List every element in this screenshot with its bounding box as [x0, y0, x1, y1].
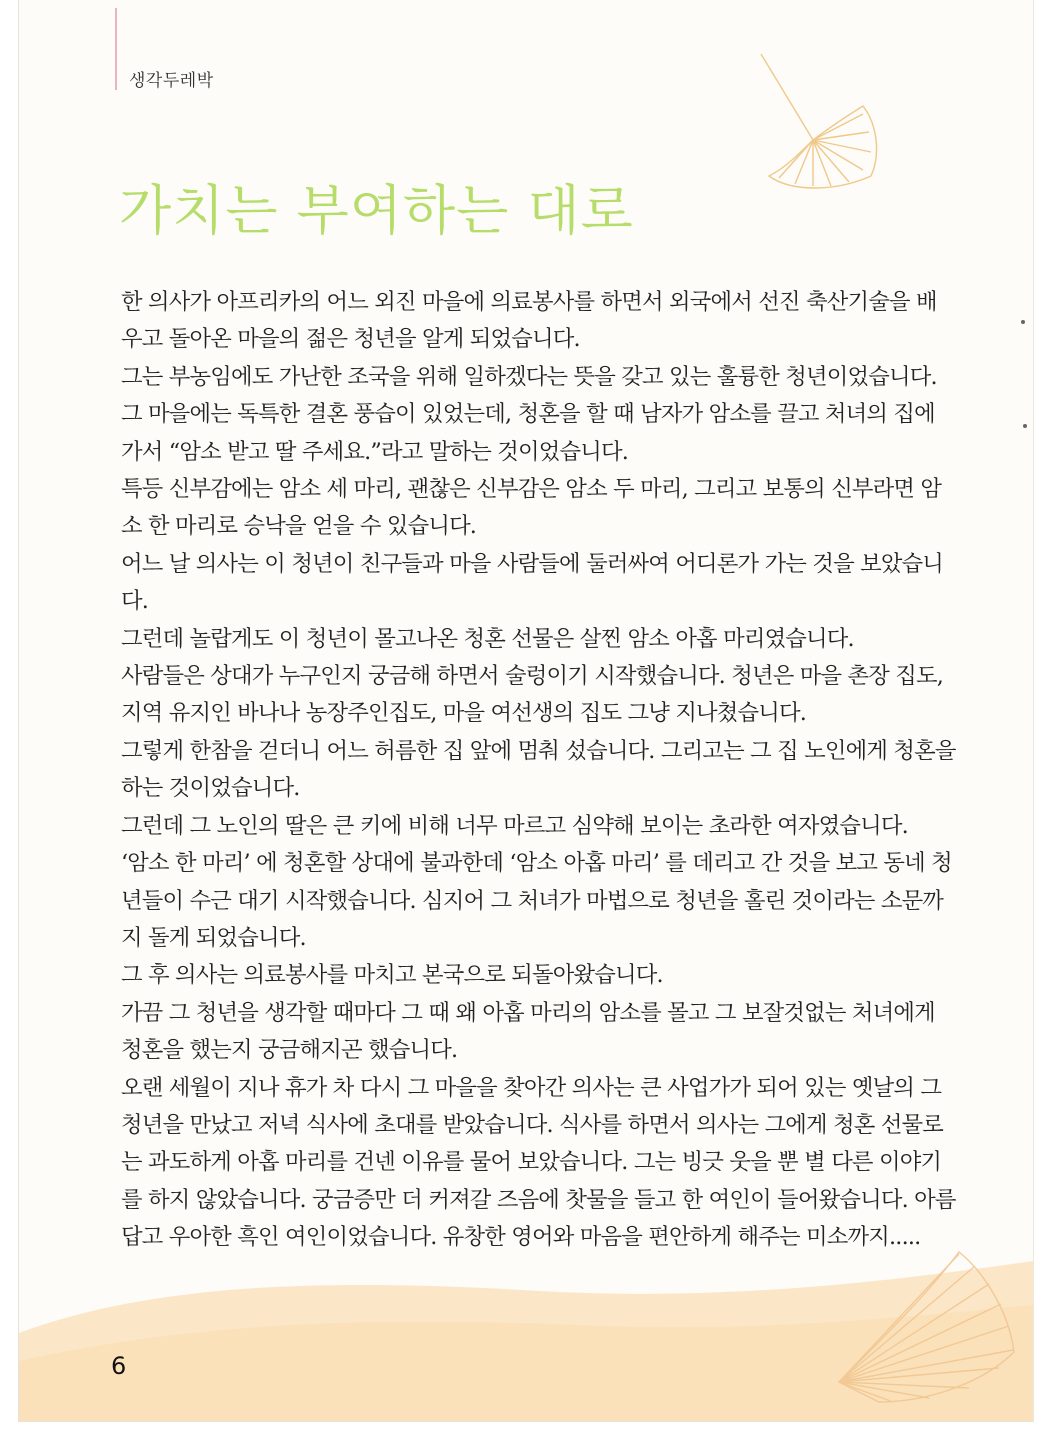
- paragraph: 그 마을에는 독특한 결혼 풍습이 있었는데, 청혼을 할 때 남자가 암소를 끌고 처녀의 집에 가서 “암소 받고 딸 주세요.”라고 말하는 것이었습니다.: [121, 401, 935, 465]
- paragraph: 한 의사가 아프리카의 어느 외진 마을에 의료봉사를 하면서 외국에서 선진 축산기술을 배우고 돌아온 마을의 젊은 청년을 알게 되었습니다.: [121, 289, 937, 353]
- paragraph: 그렇게 한참을 걷더니 어느 허름한 집 앞에 멈춰 섰습니다. 그리고는 그 집 노인에게 청혼을 하는 것이었습니다.: [121, 737, 956, 802]
- paragraph: 가끔 그 청년을 생각할 때마다 그 때 왜 아홉 마리의 암소를 몰고 그 보잘것없는 처녀에게 청혼을 했는지 궁금해지곤 했습니다.: [121, 999, 935, 1064]
- paragraph: 그런데 그 노인의 딸은 큰 키에 비해 너무 마르고 심약해 보이는 초라한 여자였습니다.: [121, 812, 908, 839]
- page-title: 가치는 부여하는 대로: [119, 179, 634, 242]
- paragraph: ‘암소 한 마리’ 에 청혼할 상대에 불과한데 ‘암소 아홉 마리’ 를 데리고 간 것을 보고 동네 청년들이 수근 대기 시작했습니다. 심지어 그 처녀가 마법으로 청년을 홀린 것이라는 소문까지 돌게 되었습니다.: [121, 850, 952, 951]
- paragraph: 사람들은 상대가 누구인지 궁금해 하면서 술렁이기 시작했습니다. 청년은 마을 촌장 집도, 지역 유지인 바나나 농장주인집도, 마을 여선생의 집도 그냥 지나쳤습니다.: [121, 663, 944, 727]
- paragraph: 그런데 놀랍게도 이 청년이 몰고나온 청혼 선물은 살찐 암소 아홉 마리였습니다.: [121, 625, 854, 652]
- book-page: [18, 0, 1034, 1422]
- paragraph: 오랜 세월이 지나 휴가 차 다시 그 마을을 찾아간 의사는 큰 사업가가 되어 있는 옛날의 그 청년을 만났고 저녁 식사에 초대를 받았습니다. 식사를 하면서 의사는 그에게 청혼 선물로는 과도하게 아홉 마리를 건넨 이유를 물어 보았습니다. 그는 빙긋 웃을 뿐 별 다른 이야기를 하지 않았습니다. 궁금증만 더 커져갈 즈음에 찻물을 들고 한 여인이 들어왔습니다. 아름답고 우아한 흑인 여인이었습니다. 유창한 영어와 마음을 편안하게 해주는 미소까지.....: [121, 1074, 956, 1251]
- header-rule: [115, 8, 117, 90]
- paragraph: 특등 신부감에는 암소 세 마리, 괜찮은 신부감은 암소 두 마리, 그리고 보통의 신부라면 암소 한 마리로 승낙을 얻을 수 있습니다.: [121, 476, 942, 540]
- paragraph: 그는 부농임에도 가난한 조국을 위해 일하겠다는 뜻을 갖고 있는 훌륭한 청년이었습니다.: [121, 363, 937, 390]
- paragraph: 어느 날 의사는 이 청년이 친구들과 마을 사람들에 둘러싸여 어디론가 가는 것을 보았습니다.: [121, 550, 944, 615]
- ginkgo-leaf-icon: [809, 1232, 1029, 1412]
- paragraph: 그 후 의사는 의료봉사를 마치고 본국으로 되돌아왔습니다.: [121, 962, 663, 989]
- page-number: 6: [111, 1352, 127, 1380]
- article-body: [121, 284, 957, 1257]
- section-label: 생각두레박: [129, 71, 214, 91]
- ginkgo-leaf-icon: [739, 44, 889, 194]
- scan-mark: [1023, 424, 1027, 428]
- scan-mark: [1021, 320, 1025, 324]
